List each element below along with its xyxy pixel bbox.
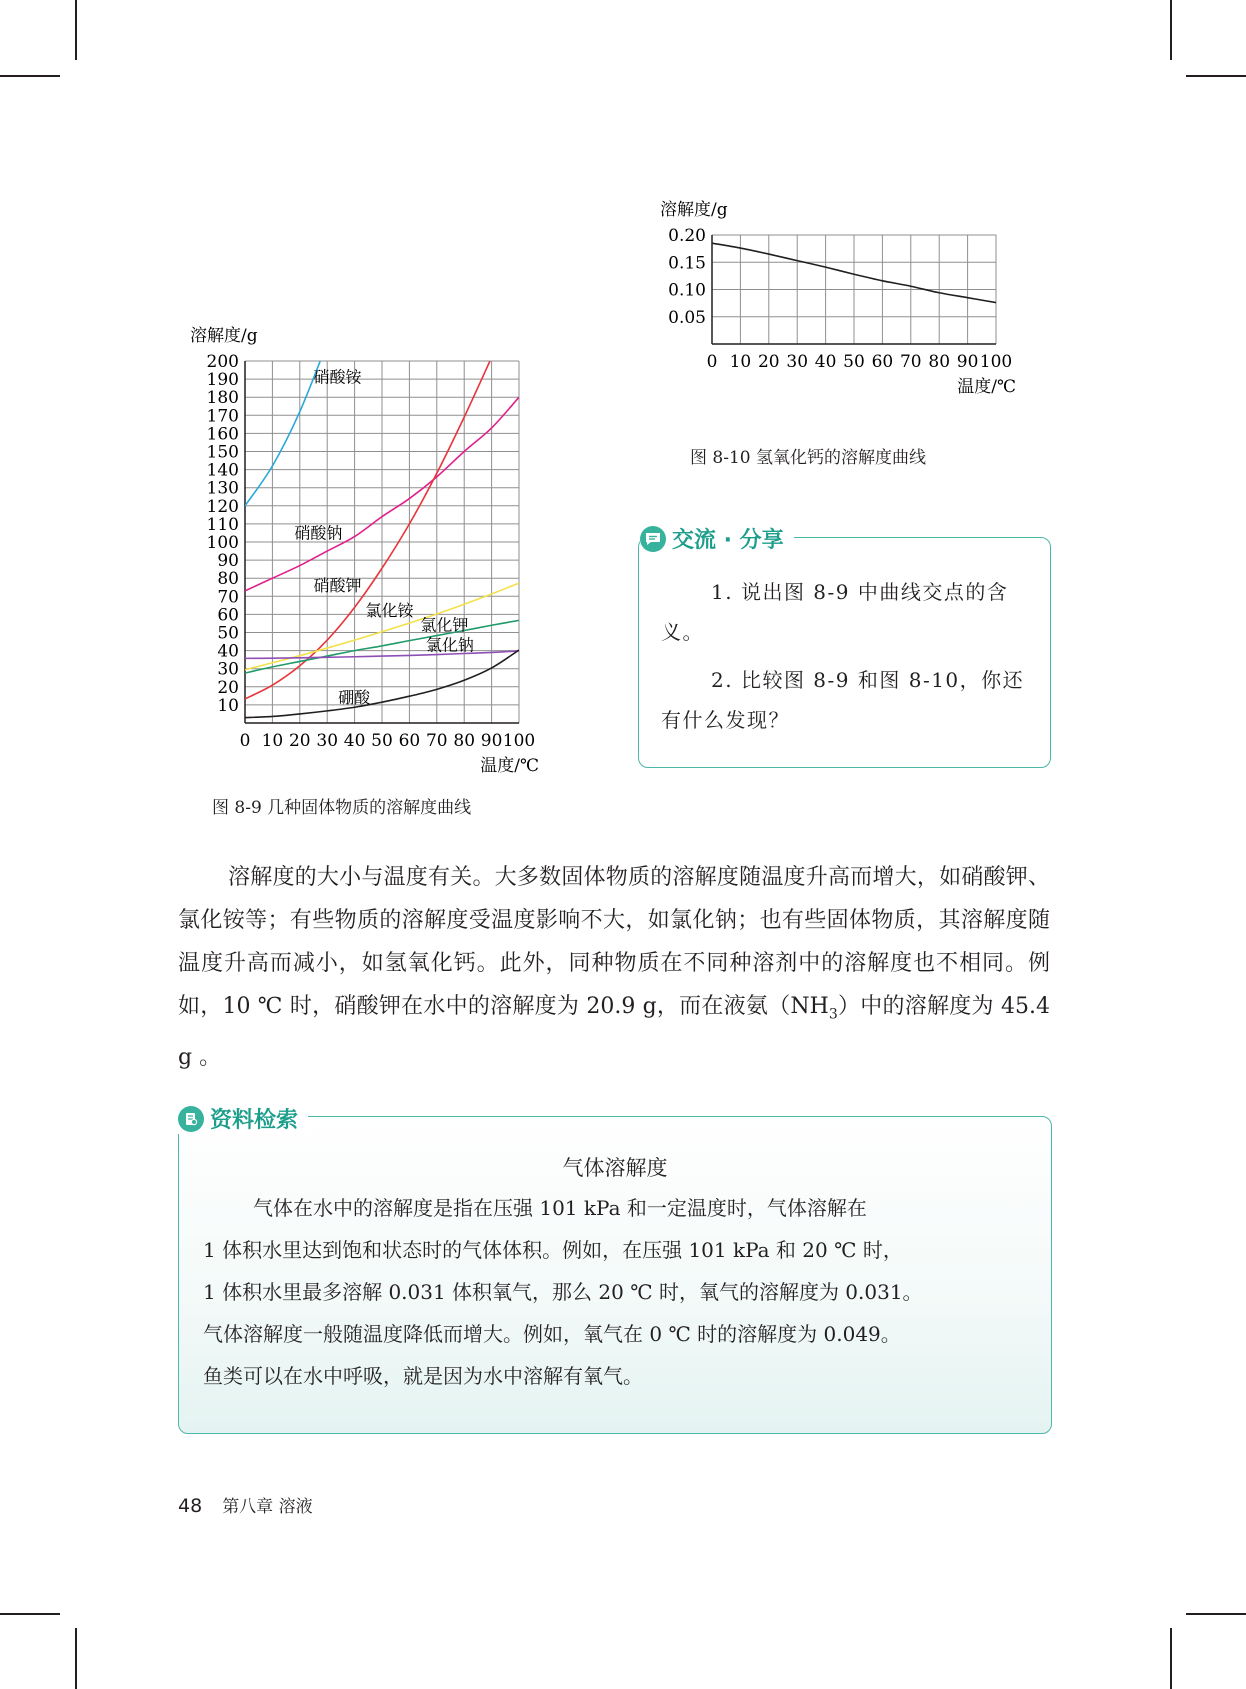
- calcium-hydroxide-chart-8-10: [640, 200, 1060, 468]
- y-axis-label: 溶解度/g: [190, 326, 258, 346]
- figure-caption-8-10: 图 8-10 氢氧化钙的溶解度曲线: [690, 448, 926, 468]
- x-tick-label: 20: [288, 731, 311, 751]
- y-tick-label: 0.05: [668, 307, 706, 328]
- x-tick-label: 10: [261, 731, 284, 751]
- y-tick-label: 110: [206, 514, 239, 535]
- page-number: 48: [178, 1495, 203, 1517]
- series-label: 硝酸钾: [313, 575, 362, 595]
- page-footer: [178, 1492, 313, 1517]
- y-tick-label: 190: [206, 370, 239, 391]
- x-tick-label: 100: [502, 731, 536, 751]
- x-tick-label: 70: [899, 352, 922, 372]
- y-tick-label: 50: [217, 623, 239, 644]
- x-tick-label: 10: [729, 352, 752, 372]
- chapter-title: 第八章 溶液: [222, 1497, 313, 1517]
- series-label: 硝酸铵: [313, 367, 362, 387]
- y-tick-label: 160: [206, 424, 239, 445]
- book-search-icon: [178, 1106, 204, 1132]
- x-tick-label: 60: [398, 731, 421, 751]
- y-tick-label: 70: [217, 587, 239, 608]
- x-tick-label: 100: [979, 352, 1013, 372]
- y-tick-label: 0.15: [668, 253, 706, 274]
- series-label: 氯化钾: [420, 615, 469, 635]
- y-axis-label: 溶解度/g: [660, 200, 728, 220]
- y-tick-label: 200: [206, 352, 239, 372]
- resource-line-1: 气体在水中的溶解度是指在压强 101 kPa 和一定温度时，气体溶解在: [253, 1196, 867, 1220]
- x-axis-label: 温度/℃: [957, 377, 1016, 397]
- x-tick-label: 50: [371, 731, 393, 751]
- x-tick-label: 90: [480, 731, 503, 751]
- y-tick-label: 170: [206, 406, 239, 427]
- crop-mark: [75, 0, 77, 60]
- x-tick-label: 90: [956, 352, 979, 372]
- resource-heading: 气体溶解度: [562, 1156, 668, 1180]
- x-tick-label: 40: [343, 731, 366, 751]
- x-tick-label: 80: [928, 352, 951, 372]
- resource-panel: [178, 1116, 1052, 1434]
- crop-mark: [75, 1628, 77, 1689]
- body-text-a: 溶解度的大小与温度有关。大多数固体物质的溶解度随温度升高而增大，如硝酸钾、氯化铵等；有些物质的溶解度受温度影响不大，如氯化钠；也有些固体物质，其溶解度随温度升高而减小，如氢氧化钙。此外，同种物质在不同种溶剂中的溶解度也不相同。例如，10 ℃ 时，硝酸钾在水中的溶解度为 20.9 g，而在液氨（NH: [178, 865, 1050, 1019]
- share-question-1: 1. 说出图 8-9 中曲线交点的含义。: [661, 580, 1009, 644]
- x-tick-label: 70: [425, 731, 448, 751]
- crop-mark: [1170, 1628, 1172, 1689]
- crop-mark: [1186, 1613, 1246, 1615]
- x-tick-label: 60: [871, 352, 894, 372]
- series-label: 硝酸钠: [294, 523, 343, 543]
- y-tick-label: 30: [217, 659, 239, 680]
- y-tick-label: 10: [217, 695, 239, 716]
- y-tick-label: 80: [217, 569, 239, 590]
- chat-bubble-icon: [640, 526, 666, 552]
- series-label: 硼酸: [338, 688, 371, 708]
- body-paragraph: [178, 856, 1050, 1079]
- x-tick-label: 30: [316, 731, 339, 751]
- subscript-3: 3: [828, 1006, 838, 1023]
- y-tick-label: 90: [217, 551, 239, 572]
- crop-mark: [0, 1613, 60, 1615]
- body-text-b: ）中的溶解度为 45.4 g 。: [178, 994, 1050, 1071]
- crop-mark: [1186, 75, 1246, 77]
- resource-title-text: 资料检索: [210, 1108, 299, 1133]
- x-tick-label: 80: [453, 731, 476, 751]
- series-label: 氯化钠: [425, 635, 474, 655]
- y-tick-label: 180: [206, 388, 239, 409]
- y-tick-label: 130: [206, 478, 239, 499]
- share-panel-title: [640, 523, 794, 554]
- x-tick-label: 50: [843, 352, 865, 372]
- resource-line-4: 气体溶解度一般随温度降低而增大。例如，氧气在 0 ℃ 时的溶解度为 0.049。: [203, 1322, 901, 1346]
- share-title-text: 交流 · 分享: [672, 528, 784, 553]
- x-axis-label: 温度/℃: [480, 756, 539, 776]
- x-tick-label: 30: [786, 352, 809, 372]
- y-tick-label: 150: [206, 442, 239, 463]
- y-tick-label: 40: [217, 641, 239, 662]
- crop-mark: [0, 75, 60, 77]
- y-tick-label: 0.10: [668, 280, 706, 301]
- x-tick-label: 40: [814, 352, 837, 372]
- resource-line-2: 1 体积水里达到饱和状态时的气体体积。例如，在压强 101 kPa 和 20 ℃ 时，: [203, 1238, 903, 1262]
- y-tick-label: 60: [217, 605, 239, 626]
- figure-caption-8-9: 图 8-9 几种固体物质的溶解度曲线: [212, 798, 472, 818]
- resource-line-5: 鱼类可以在水中呼吸，就是因为水中溶解有氧气。: [203, 1364, 643, 1388]
- share-panel: [638, 537, 1051, 768]
- y-tick-label: 140: [206, 460, 239, 481]
- x-tick-label: 20: [757, 352, 780, 372]
- x-tick-label: 0: [706, 352, 718, 372]
- crop-mark: [1170, 0, 1172, 60]
- series-label: 氯化铵: [365, 601, 414, 621]
- share-question-2: 2. 比较图 8-9 和图 8-10，你还有什么发现？: [661, 668, 1025, 732]
- y-tick-label: 100: [206, 533, 239, 553]
- resource-panel-title: [178, 1103, 308, 1134]
- resource-line-3: 1 体积水里最多溶解 0.031 体积氧气，那么 20 ℃ 时，氧气的溶解度为 0.031。: [203, 1280, 923, 1304]
- x-tick-label: 0: [239, 731, 251, 751]
- y-tick-label: 20: [217, 677, 239, 698]
- y-tick-label: 0.20: [668, 226, 706, 246]
- y-tick-label: 120: [206, 496, 239, 517]
